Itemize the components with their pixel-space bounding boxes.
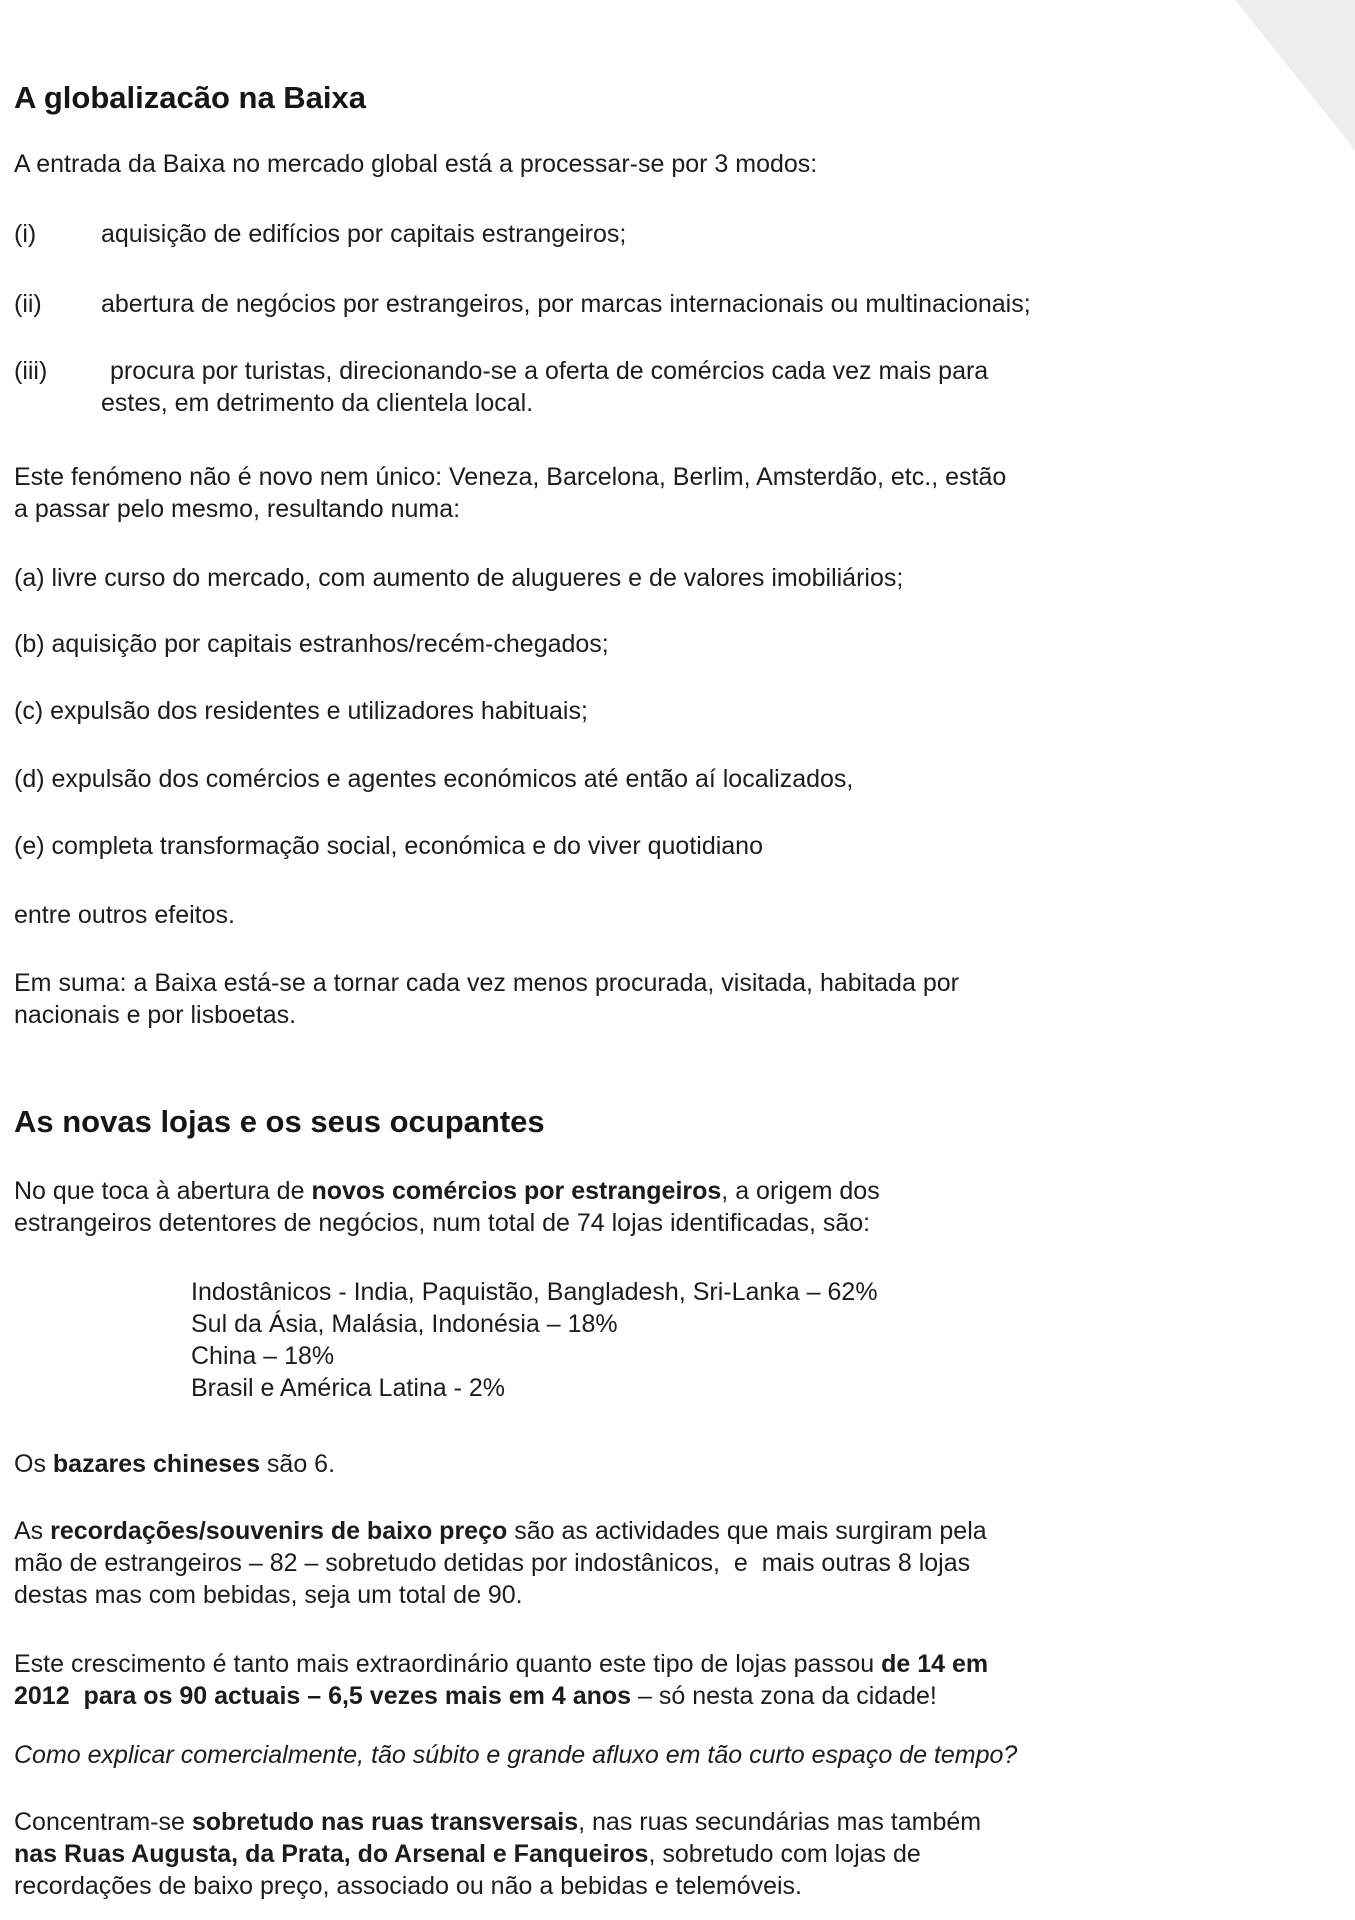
streets-line: recordações de baixo preço, associado ou não a bebidas e telemóveis. [14,1872,803,1900]
growth-paragraph [14,1648,988,1712]
bold-phrase: novos comércios por estrangeiros [311,1177,722,1205]
mode-text: abertura de negócios por estrangeiros, por marcas internacionais ou multinacionais; [101,290,1031,318]
mode-number: (i) [14,220,37,248]
streets-paragraph [14,1806,981,1902]
question-text: Como explicar comercialmente, tão súbito e grande afluxo em tão curto espaço de tempo? [14,1741,1018,1769]
bold-phrase: 2012 para os 90 actuais – 6,5 vezes mais em 4 anos [14,1682,632,1710]
other-effects-text: entre outros efeitos. [14,901,235,929]
phenomenon-line: Este fenómeno não é novo nem único: Veneza, Barcelona, Berlim, Amsterdão, etc., estão [14,463,1007,491]
effect-item-c: (c) expulsão dos residentes e utilizadores habituais; [14,697,588,725]
origin-item: Indostânicos - India, Paquistão, Bangladesh, Sri-Lanka – 62% [191,1278,878,1306]
effect-item-a: (a) livre curso do mercado, com aumento de alugueres e de valores imobiliários; [14,564,904,592]
section-heading-globalization: A globalizacão na Baixa [14,80,367,115]
origin-item: China – 18% [191,1342,335,1370]
mode-item-1 [14,218,1314,250]
effect-item-b: (b) aquisição por capitais estranhos/recém-chegados; [14,630,609,658]
mode-item-2 [14,288,1314,320]
growth-line: Este crescimento é tanto mais extraordinário quanto este tipo de lojas passou de 14 em [14,1650,989,1678]
bold-phrase: de 14 em [881,1650,989,1678]
souvenirs-line: mão de estrangeiros – 82 – sobretudo detidas por indostânicos, e mais outras 8 lojas [14,1549,971,1577]
origin-item: Sul da Ásia, Malásia, Indonésia – 18% [191,1310,618,1338]
phenomenon-line: a passar pelo mesmo, resultando numa: [14,495,461,523]
souvenirs-paragraph [14,1515,987,1611]
new-shops-line: estrangeiros detentores de negócios, num total de 74 lojas identificadas, são: [14,1209,871,1237]
intro-paragraph: A entrada da Baixa no mercado global está a processar-se por 3 modos: [14,150,818,178]
streets-line: nas Ruas Augusta, da Prata, do Arsenal e Fanqueiros, sobretudo com lojas de [14,1840,921,1868]
bold-phrase: bazares chineses [52,1450,260,1478]
origin-item: Brasil e América Latina - 2% [191,1374,506,1402]
mode-number: (ii) [14,290,42,318]
new-shops-line: No que toca à abertura de novos comércios por estrangeiros, a origem dos [14,1177,880,1205]
summary-paragraph [14,967,959,1031]
origins-list [191,1276,878,1404]
mode-item-3 [14,355,1314,419]
mode-text: aquisição de edifícios por capitais estrangeiros; [101,220,627,248]
new-shops-paragraph [14,1175,880,1239]
document-page [14,0,1334,1920]
bold-phrase: recordações/souvenirs de baixo preço [50,1517,508,1545]
mode-text-line1: procura por turistas, direcionando-se a oferta de comércios cada vez mais para [110,357,989,385]
souvenirs-line: As recordações/souvenirs de baixo preço são as actividades que mais surgiram pela [14,1517,987,1545]
section-heading-new-shops: As novas lojas e os seus ocupantes [14,1104,545,1139]
effect-item-e: (e) completa transformação social, económica e do viver quotidiano [14,832,763,860]
souvenirs-line: destas mas com bebidas, seja um total de 90. [14,1581,523,1609]
bold-phrase: sobretudo nas ruas transversais [191,1808,579,1836]
bazaars-paragraph: Os bazares chineses são 6. [14,1450,336,1478]
mode-number: (iii) [14,357,48,385]
bold-phrase: nas Ruas Augusta, da Prata, do Arsenal e Fanqueiros [14,1840,649,1868]
mode-text-line2: estes, em detrimento da clientela local. [101,389,534,417]
streets-line: Concentram-se sobretudo nas ruas transversais, nas ruas secundárias mas também [14,1808,982,1836]
effect-item-d: (d) expulsão dos comércios e agentes económicos até então aí localizados, [14,765,854,793]
phenomenon-paragraph [14,461,1006,525]
growth-line: 2012 para os 90 actuais – 6,5 vezes mais em 4 anos – só nesta zona da cidade! [14,1682,937,1710]
summary-line: Em suma: a Baixa está-se a tornar cada vez menos procurada, visitada, habitada por [14,969,959,997]
summary-line: nacionais e por lisboetas. [14,1001,297,1029]
